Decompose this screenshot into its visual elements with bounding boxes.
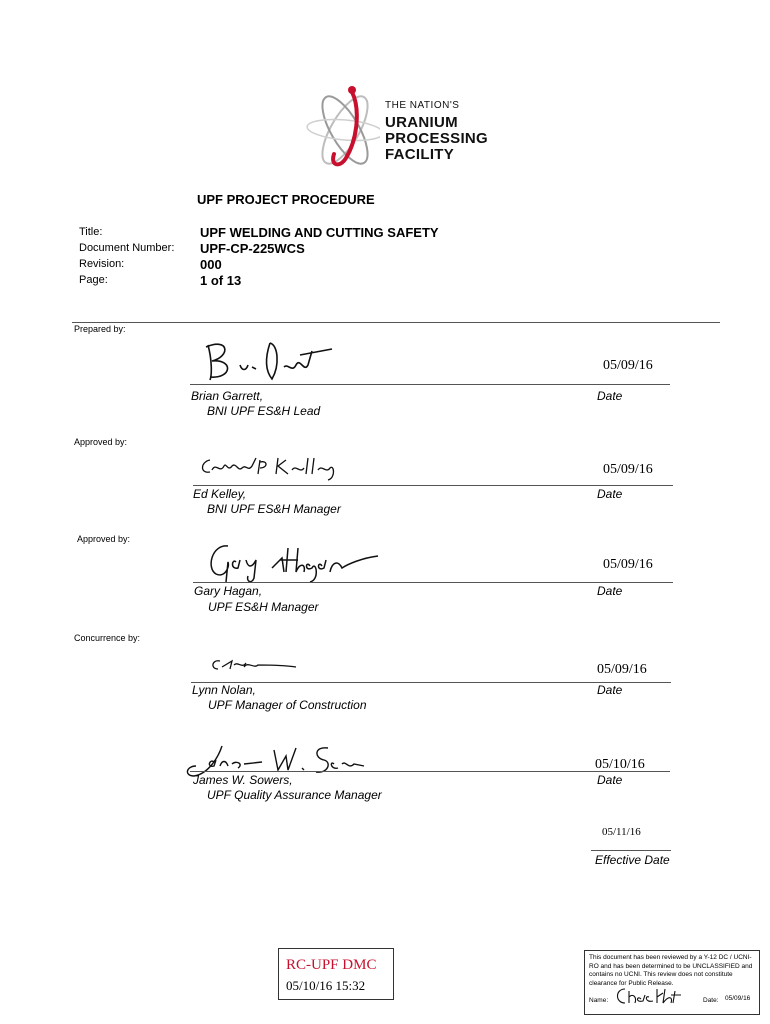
qa-date-label: Date	[597, 773, 623, 787]
prepared-label: Prepared by:	[74, 324, 126, 334]
divider	[72, 322, 720, 323]
logo-line-2: URANIUM	[385, 114, 458, 131]
page-value: 1 of 13	[200, 273, 242, 288]
review-date-label: Date:	[703, 997, 719, 1004]
approved-role-1: BNI UPF ES&H Manager	[207, 502, 341, 516]
signature-line	[193, 485, 673, 486]
prepared-role: BNI UPF ES&H Lead	[207, 404, 321, 418]
qa-name: James W. Sowers,	[193, 773, 293, 787]
signature-line	[190, 771, 670, 772]
review-statement: This document has been reviewed by a Y-12 DC / UCNI-RO and has been determined to be UNCLASSIFIED and contains no UCNI. This review does not constitute clearance for Public Release.	[589, 954, 753, 987]
approved-date-label-1: Date	[597, 487, 623, 501]
prepared-name: Brian Garrett,	[191, 389, 264, 403]
page-label: Page:	[79, 274, 108, 286]
approved-name-1: Ed Kelley,	[193, 487, 247, 501]
upf-logo	[300, 78, 490, 178]
approved-date-2: 05/09/16	[603, 557, 653, 572]
signature-garrett	[200, 335, 340, 390]
approved-date-label-2: Date	[597, 584, 623, 598]
title-label: Title:	[79, 226, 103, 238]
prepared-date-label: Date	[597, 389, 623, 403]
prepared-date: 05/09/16	[603, 358, 653, 373]
title-value: UPF WELDING AND CUTTING SAFETY	[200, 225, 439, 240]
qa-date: 05/10/16	[595, 757, 645, 772]
dmc-stamp-title: RC-UPF DMC	[286, 957, 377, 973]
effective-date: 05/11/16	[602, 826, 641, 838]
signature-kelley	[198, 452, 348, 487]
effective-date-label: Effective Date	[595, 853, 670, 867]
signature-line	[190, 384, 670, 385]
dmc-stamp-timestamp: 05/10/16 15:32	[286, 978, 366, 993]
dmc-stamp	[278, 948, 394, 1000]
approved-label-1: Approved by:	[74, 437, 128, 447]
concurrence-date: 05/09/16	[597, 662, 647, 677]
page-title: UPF PROJECT PROCEDURE	[197, 192, 375, 207]
signature-nolan	[208, 655, 298, 680]
revision-value: 000	[200, 257, 222, 272]
concurrence-date-label: Date	[597, 683, 623, 697]
docnum-label: Document Number:	[79, 242, 175, 254]
approved-name-2: Gary Hagan,	[194, 584, 263, 598]
review-name-label: Name:	[589, 997, 609, 1004]
approved-date-1: 05/09/16	[603, 462, 653, 477]
concurrence-name: Lynn Nolan,	[192, 683, 256, 697]
concurrence-role: UPF Manager of Construction	[208, 698, 367, 712]
revision-label: Revision:	[79, 258, 125, 270]
docnum-value: UPF-CP-225WCS	[200, 241, 305, 256]
effective-date-line	[591, 850, 671, 851]
review-date-value: 05/09/16	[725, 995, 751, 1002]
review-stamp	[584, 950, 760, 1015]
atom-logo-icon	[300, 78, 380, 178]
qa-role: UPF Quality Assurance Manager	[207, 788, 382, 802]
review-signature	[613, 985, 683, 1009]
approved-role-2: UPF ES&H Manager	[208, 600, 319, 614]
approved-label-2: Approved by:	[77, 534, 131, 544]
logo-line-1: THE NATION'S	[385, 100, 460, 111]
logo-line-4: FACILITY	[385, 146, 455, 163]
signature-line	[193, 582, 673, 583]
concurrence-label: Concurrence by:	[74, 633, 141, 643]
logo-line-3: PROCESSING	[385, 130, 489, 147]
